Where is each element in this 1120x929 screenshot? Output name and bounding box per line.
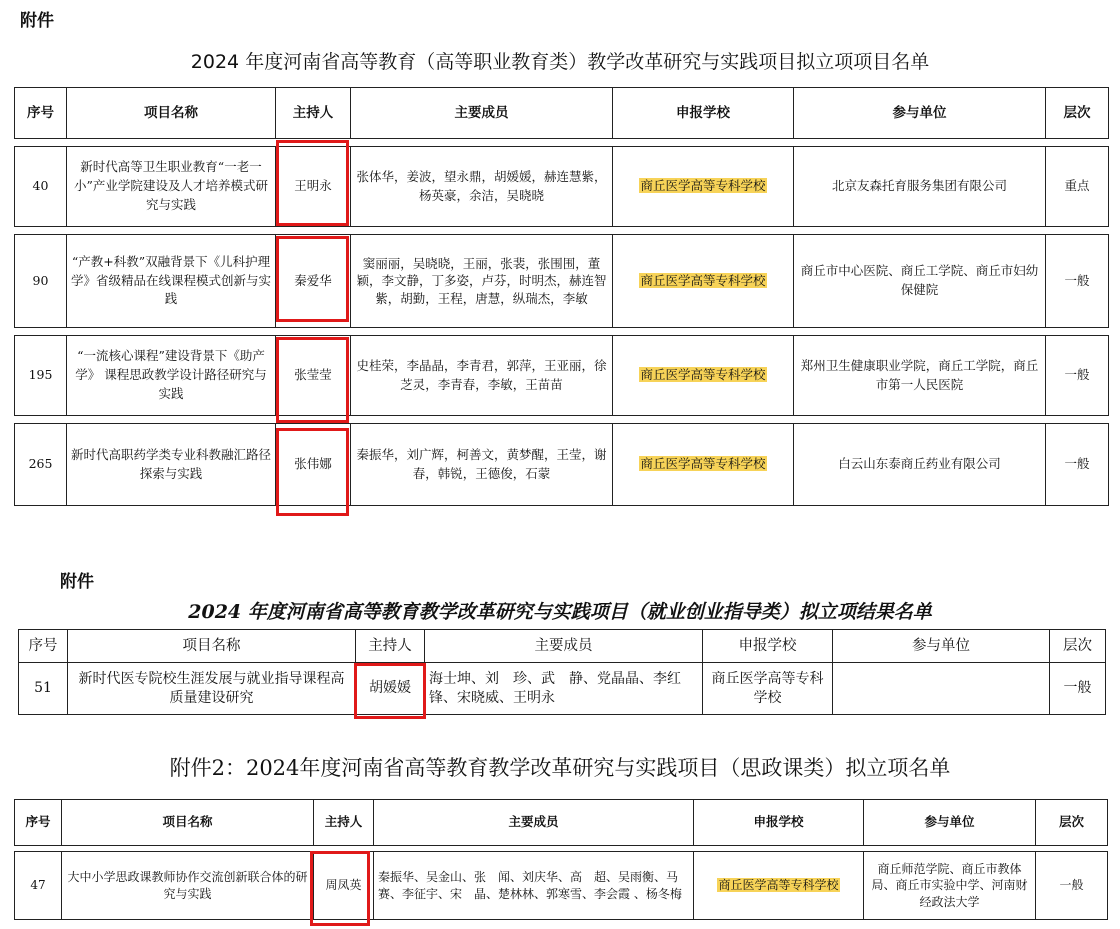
cell-school: [613, 424, 794, 506]
cell-school: [613, 147, 794, 227]
table-header-row: [15, 88, 1109, 139]
cell-level: 一般: [1036, 852, 1108, 920]
header-level: 层次: [1046, 88, 1109, 139]
header-partner: 参与单位: [864, 800, 1036, 846]
header-project-name: 项目名称: [62, 800, 314, 846]
cell-members: 秦振华，刘广辉，柯善文，黄梦醒，王莹，谢春，韩锐，王德俊，石蒙: [351, 424, 613, 506]
table-row: [15, 147, 1109, 227]
header-school: 申报学校: [694, 800, 864, 846]
school-highlight: 商丘医学高等专科学校: [640, 178, 766, 194]
table-header-row: [15, 800, 1108, 846]
cell-partner: 郑州卫生健康职业学院，商丘工学院，商丘市第一人民医院: [794, 336, 1046, 416]
header-school: 申报学校: [703, 630, 833, 663]
table-row: [15, 336, 1109, 416]
table-ideological-course: [14, 799, 1108, 920]
header-level: 层次: [1050, 630, 1106, 663]
cell-partner: 白云山东泰商丘药业有限公司: [794, 424, 1046, 506]
cell-level: 一般: [1046, 424, 1109, 506]
cell-partner: [833, 663, 1050, 715]
row-gap: [15, 416, 1109, 424]
cell-project-name: 新时代高等卫生职业教育“一老一小”产业学院建设及人才培养模式研究与实践: [67, 147, 276, 227]
table-row: [15, 852, 1108, 920]
header-partner: 参与单位: [833, 630, 1050, 663]
row-gap: [15, 328, 1109, 336]
cell-school: [613, 336, 794, 416]
school-highlight: 商丘医学高等专科学校: [640, 367, 766, 383]
cell-host: 周凤英: [314, 852, 374, 920]
header-project-name: 项目名称: [67, 88, 276, 139]
header-members: 主要成员: [425, 630, 703, 663]
header-school: 申报学校: [613, 88, 794, 139]
row-gap: [15, 139, 1109, 147]
cell-host: 胡媛媛: [356, 663, 425, 715]
table-row: [19, 663, 1106, 715]
cell-host: 张莹莹: [276, 336, 351, 416]
cell-members: 海士坤、刘 珍、武 静、党晶晶、李红锋、宋晓威、王明永: [425, 663, 703, 715]
table-row: [15, 235, 1109, 328]
header-members: 主要成员: [374, 800, 694, 846]
school-highlight: 商丘医学高等专科学校: [640, 272, 766, 288]
school-highlight: 商丘医学高等专科学校: [640, 456, 766, 472]
header-host: 主持人: [356, 630, 425, 663]
cell-level: 一般: [1050, 663, 1106, 715]
cell-members: 秦振华、吴金山、张 闻、刘庆华、高 超、吴雨衡、马 赛、李征宇、宋 晶、楚林林、郭寒雪、李会霞 、杨冬梅: [374, 852, 694, 920]
row-gap: [15, 227, 1109, 235]
cell-no: 40: [15, 147, 67, 227]
cell-host: 王明永: [276, 147, 351, 227]
cell-members: 张体华，姜波，望永鼎，胡媛媛，赫连慧紫，杨英豪，余洁，吴晓晓: [351, 147, 613, 227]
cell-members: 史桂荣，李晶晶，李青君，郭萍，王亚丽，徐芝灵，李青春，李敏，王苗苗: [351, 336, 613, 416]
cell-level: 一般: [1046, 336, 1109, 416]
cell-no: 90: [15, 235, 67, 328]
cell-project-name: “一流核心课程”建设背景下《助产学》 课程思政教学设计路径研究与实践: [67, 336, 276, 416]
table-header-row: [19, 630, 1106, 663]
cell-partner: 商丘师范学院、商丘市教体局、商丘市实验中学、河南财经政法大学: [864, 852, 1036, 920]
cell-project-name: 新时代医专院校生涯发展与就业指导课程高质量建设研究: [68, 663, 356, 715]
section1-title: 2024 年度河南省高等教育（高等职业教育类）教学改革研究与实践项目拟立项项目名单: [190, 51, 930, 73]
cell-level: 一般: [1046, 235, 1109, 328]
cell-project-name: 大中小学思政课教师协作交流创新联合体的研究与实践: [62, 852, 314, 920]
cell-school: 商丘医学高等专科学校: [703, 663, 833, 715]
cell-partner: 北京友森托育服务集团有限公司: [794, 147, 1046, 227]
header-no: 序号: [19, 630, 68, 663]
header-members: 主要成员: [351, 88, 613, 139]
cell-host: 秦爱华: [276, 235, 351, 328]
school-highlight: 商丘医学高等专科学校: [718, 878, 839, 893]
attachment-label-1: 附件: [20, 11, 54, 31]
header-project-name: 项目名称: [68, 630, 356, 663]
cell-members: 窦丽丽，吴晓晓，王丽，张裴，张围围，董颖，李文静，丁多姿，卢芬，时明杰，赫连智紫，胡勤，王程，唐慧，纵瑞杰，李敏: [351, 235, 613, 328]
header-no: 序号: [15, 88, 67, 139]
cell-partner: 商丘市中心医院、商丘工学院、商丘市妇幼保健院: [794, 235, 1046, 328]
table-higher-vocational: [14, 87, 1109, 506]
attachment-label-2: 附件: [60, 572, 94, 592]
section3-title: 附件2：2024年度河南省高等教育教学改革研究与实践项目（思政课类）拟立项名单: [169, 756, 951, 780]
cell-no: 195: [15, 336, 67, 416]
cell-school: [613, 235, 794, 328]
cell-no: 47: [15, 852, 62, 920]
table-employment-guidance: [18, 629, 1106, 715]
cell-project-name: 新时代高职药学类专业科教融汇路径探索与实践: [67, 424, 276, 506]
header-no: 序号: [15, 800, 62, 846]
cell-host: 张伟娜: [276, 424, 351, 506]
cell-project-name: “产教+科教”双融背景下《儿科护理学》省级精品在线课程模式创新与实践: [67, 235, 276, 328]
cell-level: 重点: [1046, 147, 1109, 227]
header-host: 主持人: [276, 88, 351, 139]
cell-no: 51: [19, 663, 68, 715]
header-host: 主持人: [314, 800, 374, 846]
cell-no: 265: [15, 424, 67, 506]
section2-title: 2024 年度河南省高等教育教学改革研究与实践项目（就业创业指导类）拟立项结果名单: [188, 601, 932, 623]
table-row: [15, 424, 1109, 506]
header-partner: 参与单位: [794, 88, 1046, 139]
cell-school: [694, 852, 864, 920]
header-level: 层次: [1036, 800, 1108, 846]
